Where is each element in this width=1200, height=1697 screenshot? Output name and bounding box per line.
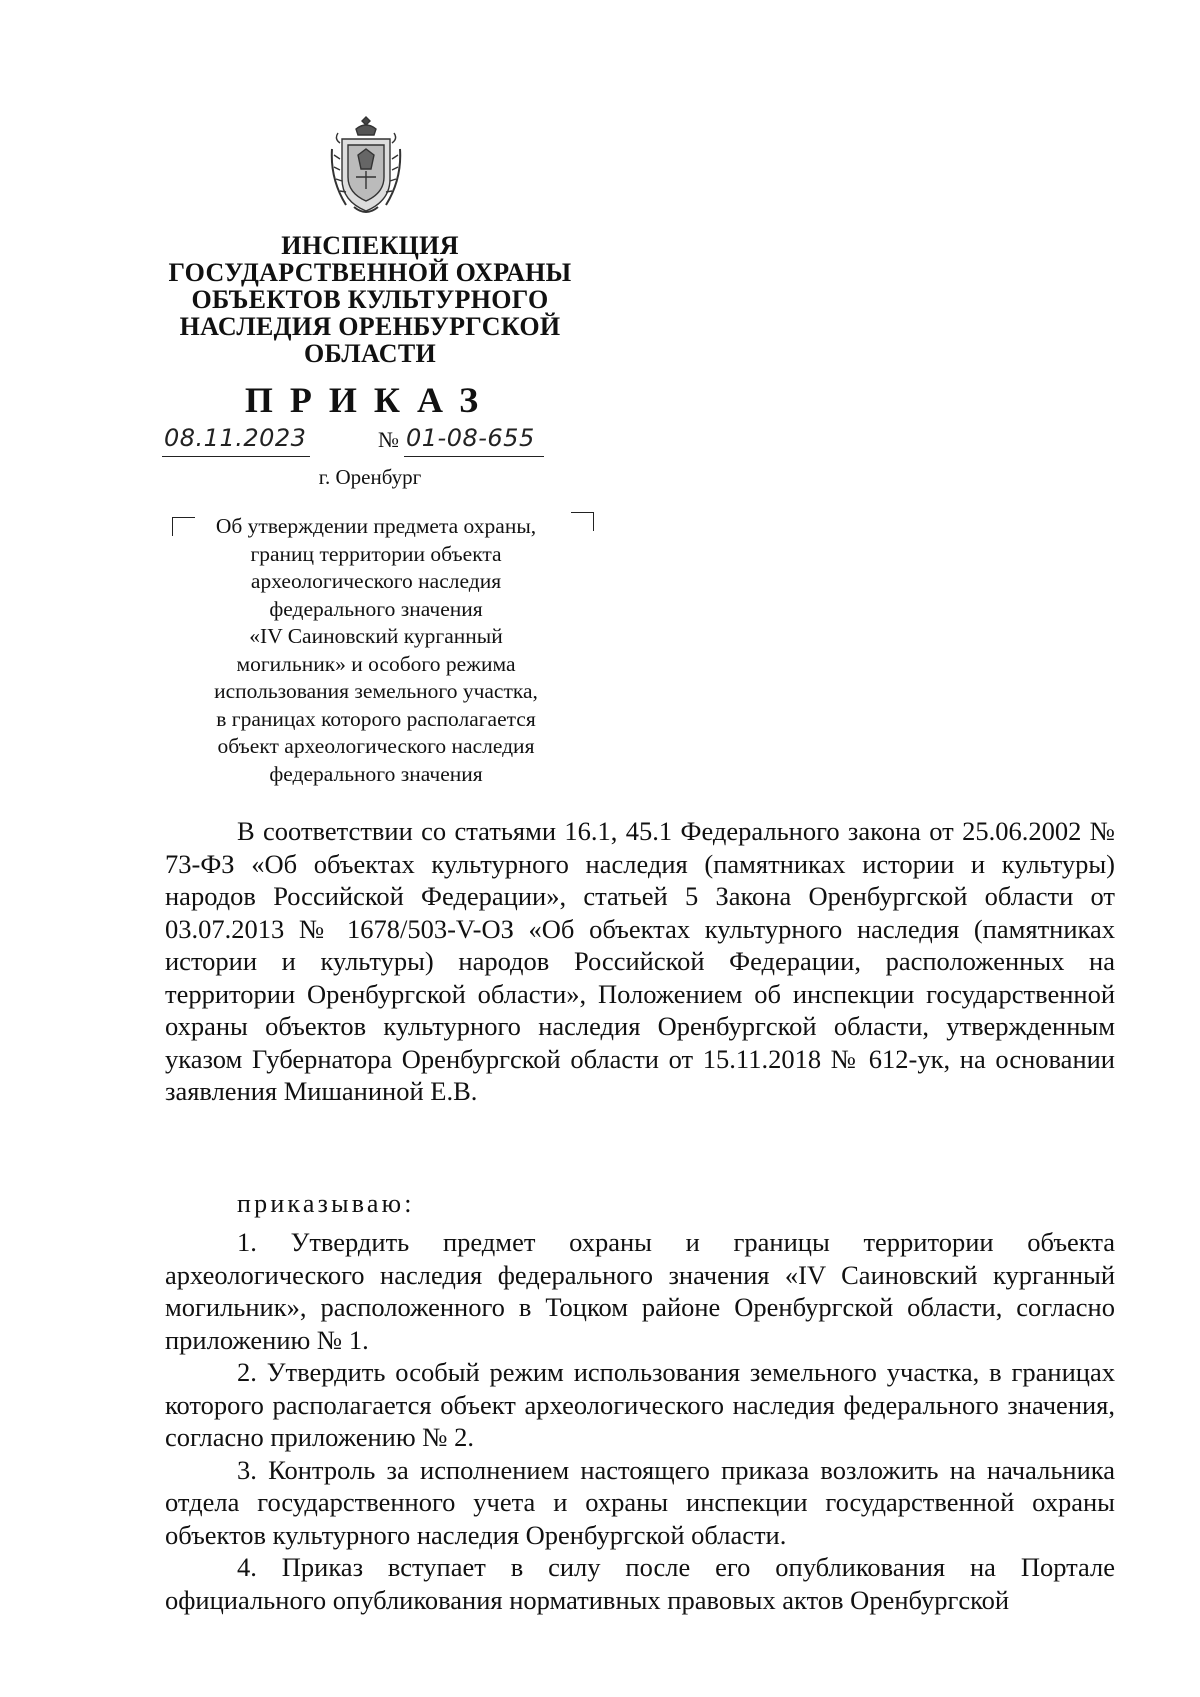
order-items xyxy=(165,1226,1115,1616)
number-sign: № xyxy=(378,427,399,452)
order-item: 4. Приказ вступает в силу после его опубликования на Портале официального опубликования нормативных правовых актов Оренбургской xyxy=(165,1552,1115,1615)
subject-line: объект археологического наследия xyxy=(217,734,535,758)
preamble-block xyxy=(165,815,1115,1108)
authority-line: ОБЛАСТИ xyxy=(303,339,437,368)
subject-line: использования земельного участка, xyxy=(214,679,538,703)
subject-line: федерального значения xyxy=(269,761,483,786)
handwritten-date: 08.11.2023 xyxy=(164,424,307,452)
subject-line: Об утверждении предмета охраны, xyxy=(215,514,537,538)
date-number-line xyxy=(160,420,580,464)
subject-line: «IV Саиновский курганный xyxy=(249,624,503,648)
order-item: 2. Утвердить особый режим использования земельного участка, в границах которого располагается объект археологического наследия федерального значения, согласно приложению № 2. xyxy=(165,1357,1115,1452)
document-type-title: ПРИКАЗ xyxy=(244,380,496,420)
handwritten-number: 01-08-655 xyxy=(406,424,535,452)
preamble-paragraph: В соответствии со статьями 16.1, 45.1 Федерального закона от 25.06.2002 № 73-ФЗ «Об объектах культурного наследия (памятниках истории и культуры) народов Российской Федерации», статьей 5 Закона Оренбургской области от 03.07.2013 № 1678/503-V-ОЗ «Об объектах культурного наследия (памятниках истории и культуры) народов Российской Федерации, расположенных на территории Оренбургской области», Положением об инспекции государственной охраны объектов культурного наследия Оренбургской области, утвержденным указом Губернатора Оренбургской области от 15.11.2018 № 612-ук, на основании заявления Мишаниной Е.В. xyxy=(165,816,1115,1106)
issuing-authority xyxy=(160,232,580,367)
issue-city: г. Оренбург xyxy=(318,465,422,489)
subject-line: федерального значения xyxy=(269,596,483,621)
number-underline xyxy=(404,456,544,457)
subject-bracket-right xyxy=(571,512,594,531)
subject-line: археологического наследия xyxy=(250,569,502,593)
order-verb: приказываю: xyxy=(237,1189,415,1218)
order-item: 1. Утвердить предмет охраны и границы территории объекта археологического наследия федерального значения «IV Саиновский курганный могильник», расположенного в Тоцком районе Оренбургской области, согласно приложению № 1. xyxy=(165,1227,1115,1355)
subject-line: границ территории объекта xyxy=(250,541,502,566)
subject-line: могильник» и особого режима xyxy=(236,651,516,676)
coat-of-arms-emblem xyxy=(328,115,404,221)
subject-line: в границах которого располагается xyxy=(216,706,536,731)
authority-line: НАСЛЕДИЯ ОРЕНБУРГСКОЙ xyxy=(179,312,561,341)
authority-line: ГОСУДАРСТВЕННОЙ ОХРАНЫ xyxy=(168,258,572,287)
order-item: 3. Контроль за исполнением настоящего приказа возложить на начальника отдела государственного учета и охраны инспекции государственной охраны объектов культурного наследия Оренбургской области. xyxy=(165,1454,1115,1550)
authority-line: ИНСПЕКЦИЯ xyxy=(281,231,459,260)
date-underline xyxy=(162,456,310,457)
authority-line: ОБЪЕКТОВ КУЛЬТУРНОГО xyxy=(191,285,549,314)
document-subject xyxy=(190,513,562,788)
